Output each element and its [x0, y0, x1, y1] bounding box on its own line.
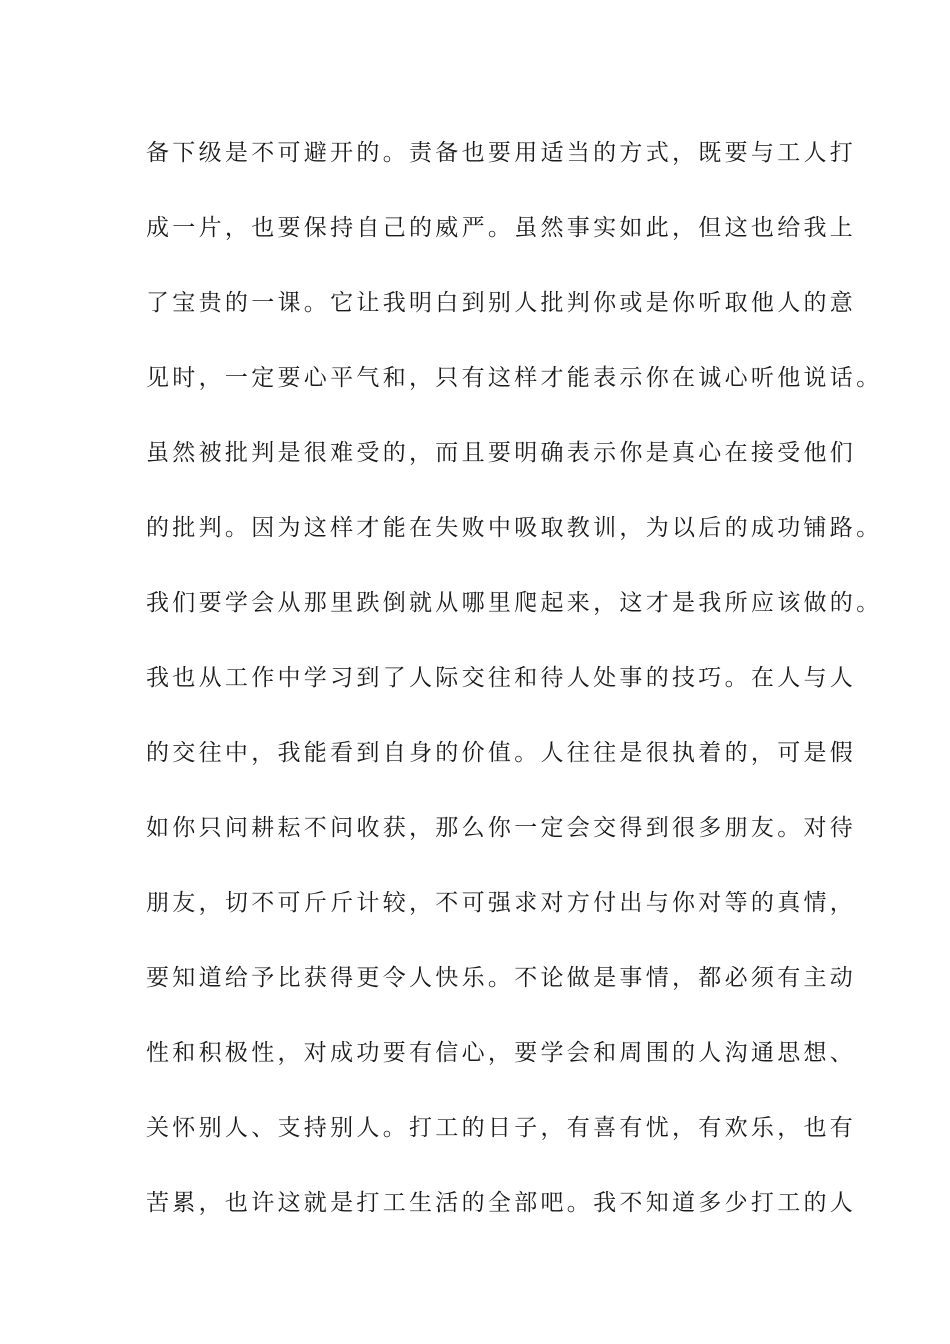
text-line-5: 虽然被批判是很难受的，而且要明确表示你是真心在接受他们 — [146, 440, 857, 466]
text-line-13: 性和积极性，对成功要有信心，要学会和周围的人沟通思想、 — [146, 1040, 857, 1066]
text-line-10: 如你只问耕耘不问收获，那么你一定会交得到很多朋友。对待 — [146, 815, 857, 841]
text-line-11: 朋友，切不可斤斤计较，不可强求对方付出与你对等的真情， — [146, 890, 857, 916]
text-line-12: 要知道给予比获得更令人快乐。不论做是事情，都必须有主动 — [146, 965, 857, 991]
text-line-4: 见时，一定要心平气和，只有这样才能表示你在诚心听他说话。 — [146, 365, 883, 391]
text-line-2: 成一片，也要保持自己的威严。虽然事实如此，但这也给我上 — [146, 215, 857, 241]
body-text — [146, 130, 883, 1255]
text-line-15: 苦累，也许这就是打工生活的全部吧。我不知道多少打工的人 — [146, 1190, 857, 1216]
text-line-3: 了宝贵的一课。它让我明白到别人批判你或是你听取他人的意 — [146, 290, 857, 316]
text-line-6: 的批判。因为这样才能在失败中吸取教训，为以后的成功铺路。 — [146, 515, 883, 541]
text-line-7: 我们要学会从那里跌倒就从哪里爬起来，这才是我所应该做的。 — [146, 590, 883, 616]
text-line-14: 关怀别人、支持别人。打工的日子，有喜有忧，有欢乐，也有 — [146, 1115, 857, 1141]
text-line-1: 备下级是不可避开的。责备也要用适当的方式，既要与工人打 — [146, 140, 857, 166]
text-line-8: 我也从工作中学习到了人际交往和待人处事的技巧。在人与人 — [146, 665, 857, 691]
text-line-9: 的交往中，我能看到自身的价值。人往往是很执着的，可是假 — [146, 740, 857, 766]
